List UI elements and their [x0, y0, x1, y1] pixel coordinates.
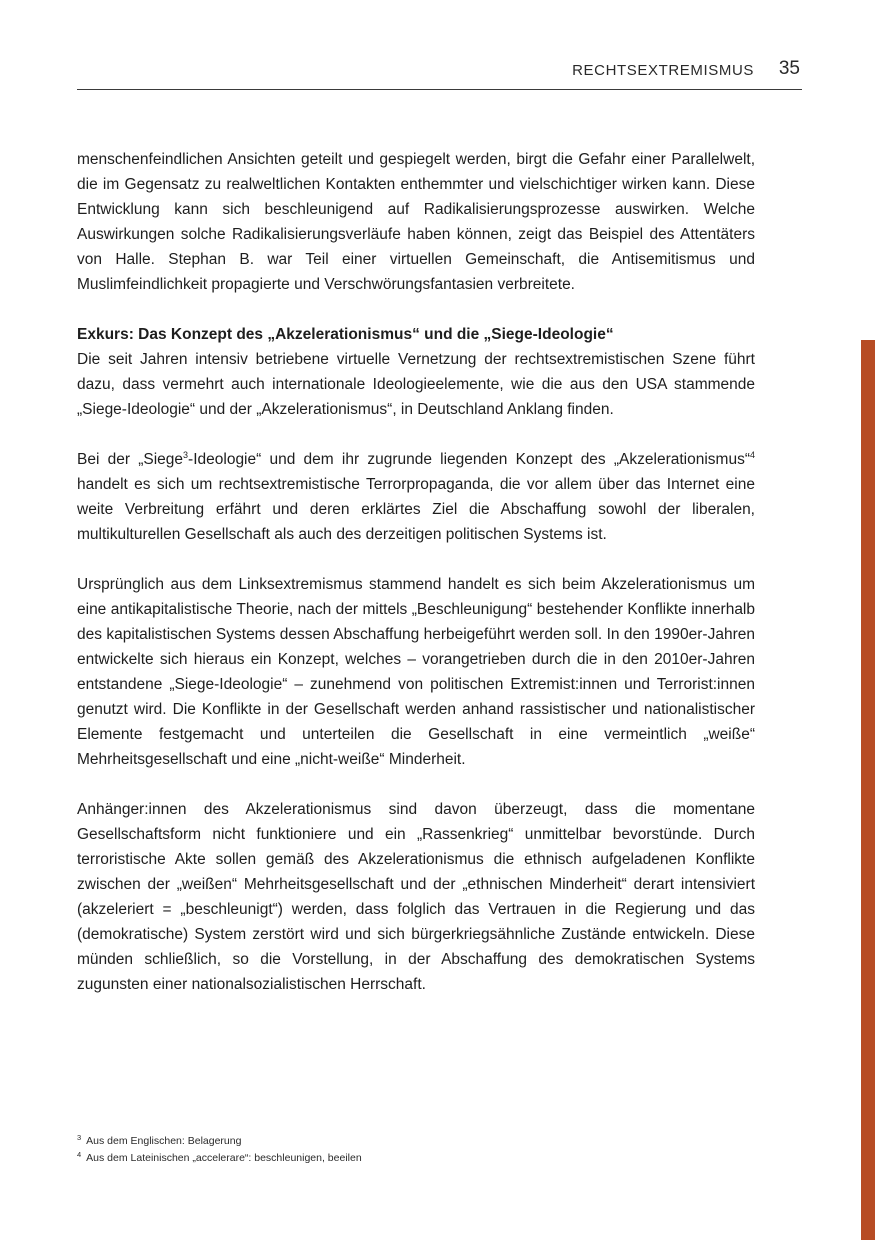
header-title: RECHTSEXTREMISMUS [572, 62, 754, 79]
footnote [77, 1133, 755, 1150]
accent-sidebar [861, 340, 875, 1240]
paragraph-origin: Ursprünglich aus dem Linksextremismus stammend handelt es sich beim Akzelerationismus um eine antikapitalistische Theorie, nach der mittels „Beschleunigung“ bestehender Konflikte innerhalb des kapitalistischen Systems dessen Abschaffung herbeigeführt werden soll. In den 1990er-Jahren entwickelte sich hieraus ein Konzept, welches – vorangetrieben durch die in den 2010er-Jahren entstandene „Siege-Ideologie“ – zunehmend von politischen Extremist:innen und Terrorist:innen genutzt wird. Die Konflikte in der Gesellschaft werden anhand rassistischer und nationalistischer Elemente festgemacht und unterteilen die Gesellschaft in eine vermeintlich „weiße“ Mehrheitsgesellschaft und eine „nicht-weiße“ Minderheit. [77, 576, 755, 768]
body-text [77, 147, 755, 997]
paragraph-siege-ideology [77, 447, 755, 547]
paragraph-networking: Die seit Jahren intensiv betriebene virtuelle Vernetzung der rechtsextremistischen Szene führt dazu, dass vermehrt auch internationale Ideologieelemente, wie die aus den USA stammende „Siege-Ideologie“ und der „Akzelerationismus“, in Deutschland Anklang finden. [77, 351, 755, 418]
footnote-text: Aus dem Englischen: Belagerung [86, 1135, 242, 1147]
footnote-number: 4 [77, 1149, 82, 1159]
footnote-number: 3 [77, 1132, 82, 1142]
footnote-ref-4[interactable]: 4 [749, 449, 755, 460]
footnote [77, 1150, 755, 1167]
footnote-ref-3[interactable]: 3 [183, 449, 189, 460]
text-fragment: handelt es sich um rechtsextremistische Terrorpropaganda, die vor allem über das Internet eine weite Verbreitung erfährt und deren erklärtes Ziel die Abschaffung sowohl der liberalen, multikulturellen Gesellschaft als auch des derzeitigen politischen Systems ist. [77, 476, 755, 543]
page-number: 35 [778, 58, 800, 79]
text-fragment: -Ideologie“ und dem ihr zugrunde liegenden Konzept des „Akzelerationismus“ [188, 451, 750, 468]
footnote-text: Aus dem Lateinischen „accelerare“: beschleunigen, beeilen [86, 1152, 362, 1164]
footnotes [77, 1133, 755, 1167]
section-heading: Exkurs: Das Konzept des „Akzelerationismus“ und die „Siege-Ideologie“ [77, 326, 614, 343]
text-fragment: Bei der „Siege [77, 451, 184, 468]
paragraph-supporters: Anhänger:innen des Akzelerationismus sind davon überzeugt, dass die momentane Gesellschaftsform nicht funktioniere und ein „Rassenkrieg“ unmittelbar bevorstünde. Durch terroristische Akte sollen gemäß des Akzelerationismus die ethnisch aufgeladenen Konflikte zwischen der „weißen“ Mehrheitsgesellschaft und der „ethnischen Minderheit“ derart intensiviert (akzeleriert = „beschleunigt“) werden, dass folglich das Vertrauen in die Regierung und das (demokratische) System zerstört wird und sich bürgerkriegsähnliche Zustände entwickeln. Diese münden schließlich, so die Vorstellung, in der Abschaffung des demokratischen Systems zugunsten einer nationalsozialistischen Herrschaft. [77, 801, 755, 993]
paragraph-intro: menschenfeindlichen Ansichten geteilt und gespiegelt werden, birgt die Gefahr einer Parallelwelt, die im Gegensatz zu realweltlichen Kontakten enthemmter und vielschichtiger wirken kann. Diese Entwicklung kann sich beschleunigend auf Radikalisierungsprozesse auswirken. Welche Auswirkungen solche Radikalisierungsverläufe haben können, zeigt das Beispiel des Attentäters von Halle. Stephan B. war Teil einer virtuellen Gemeinschaft, die Antisemitismus und Muslimfeindlichkeit propagierte und Verschwörungsfantasien verbreitete. [77, 151, 755, 293]
running-header [77, 56, 802, 90]
